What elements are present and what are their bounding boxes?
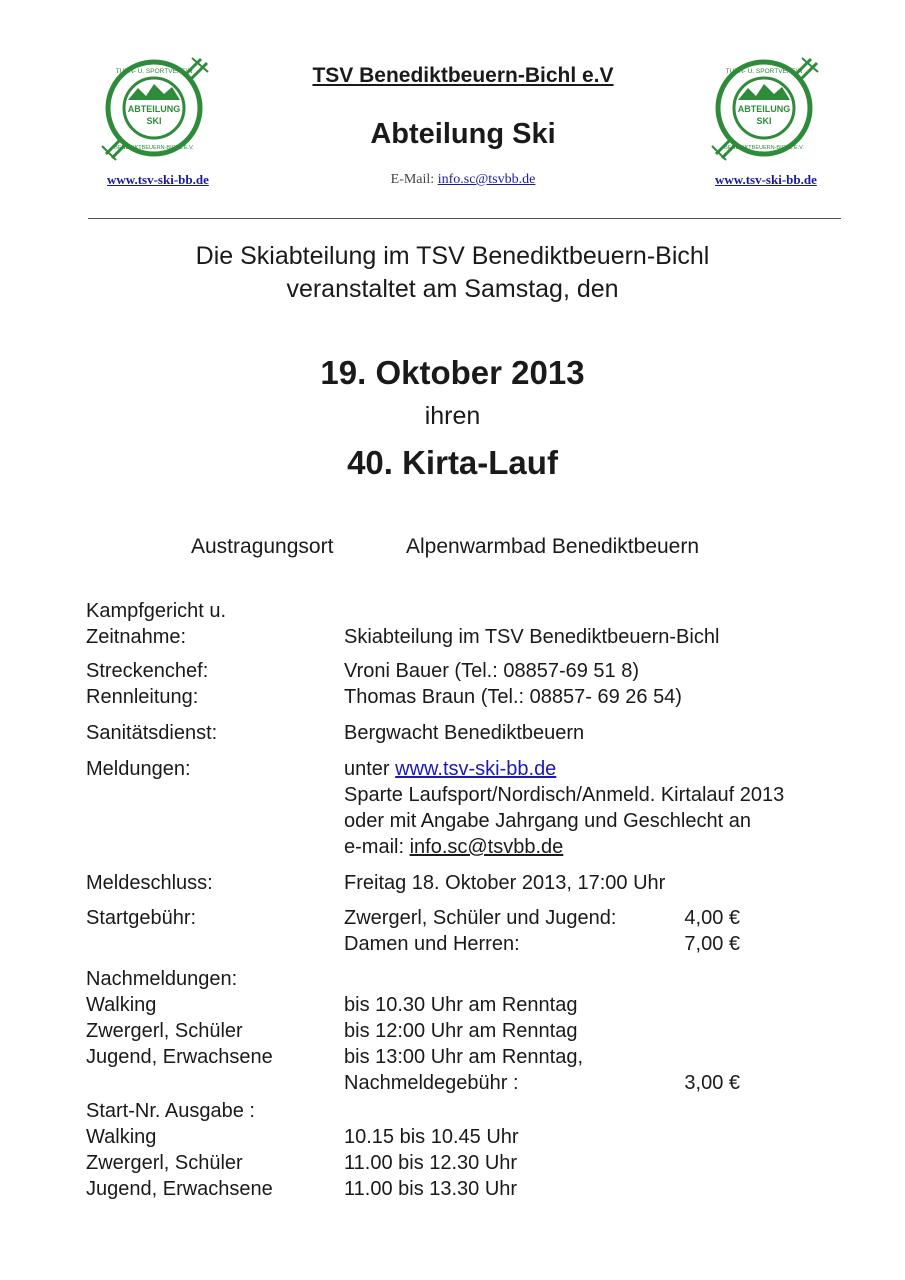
kampfgericht-label-1: Kampfgericht u.: [86, 600, 227, 622]
meldungen-email-link[interactable]: info.sc@tsvbb.de: [409, 836, 564, 858]
startnr-walking-value: 10.15 bis 10.45 Uhr: [344, 1126, 519, 1148]
meldungen-website-link[interactable]: www.tsv-ski-bb.de: [395, 758, 557, 780]
rennleitung-value: Thomas Braun (Tel.: 08857- 69 26 54): [344, 686, 682, 708]
kampfgericht-value: Skiabteilung im TSV Benediktbeuern-Bichl: [344, 626, 720, 648]
club-logo-left: [96, 54, 214, 162]
startgebuehr-row-2: Damen und Herren:: [344, 933, 520, 955]
header-email-line: [253, 172, 673, 188]
rennleitung-label: Rennleitung:: [86, 686, 199, 708]
nachmeldungen-jugend-value: bis 13:00 Uhr am Renntag,: [344, 1046, 584, 1068]
venue-value: Alpenwarmbad Benediktbeuern: [406, 535, 700, 558]
nachmeldegebuehr-amount: 3,00 €: [684, 1072, 740, 1094]
meldungen-line-3: oder mit Angabe Jahrgang und Geschlecht an: [344, 810, 751, 832]
event-ihren: ihren: [424, 402, 481, 430]
club-name: TSV Benediktbeuern-Bichl e.V: [312, 64, 614, 87]
event-date: 19. Oktober 2013: [320, 354, 585, 391]
startnr-walking-label: Walking: [86, 1126, 157, 1148]
startgebuehr-amount-1: 4,00 €: [684, 907, 740, 929]
startnr-jugend-value: 11.00 bis 13.30 Uhr: [344, 1178, 518, 1200]
club-logo-right: [706, 54, 824, 162]
sanitaetsdienst-label: Sanitätsdienst:: [86, 722, 218, 744]
header-divider: [88, 218, 841, 219]
startnr-jugend-label: Jugend, Erwachsene: [86, 1178, 273, 1200]
streckenchef-label: Streckenchef:: [86, 660, 209, 682]
logo-text-ski: SKI: [146, 116, 162, 126]
kampfgericht-label-2: Zeitnahme:: [86, 626, 187, 648]
logo-ring-bottom: BENEDIKTBEUERN-BICHL E.V.: [724, 145, 804, 151]
venue-label: Austragungsort: [191, 535, 334, 558]
nachmeldungen-jugend-label: Jugend, Erwachsene: [86, 1046, 273, 1068]
intro-line-1: Die Skiabteilung im TSV Benediktbeuern-Bichl: [195, 242, 710, 270]
nachmeldungen-zwergerl-label: Zwergerl, Schüler: [86, 1020, 243, 1042]
department-title: Abteilung Ski: [370, 118, 556, 150]
logo-ring-bottom: BENEDIKTBEUERN-BICHL E.V.: [114, 145, 194, 151]
header-email-link[interactable]: info.sc@tsvbb.de: [437, 172, 536, 187]
nachmeldungen-walking-value: bis 10.30 Uhr am Renntag: [344, 994, 578, 1016]
startnr-zwergerl-value: 11.00 bis 12.30 Uhr: [344, 1152, 518, 1174]
streckenchef-value: Vroni Bauer (Tel.: 08857-69 51 8): [344, 660, 639, 682]
right-website-link[interactable]: www.tsv-ski-bb.de: [715, 172, 817, 187]
meldungen-prefix: unter: [344, 758, 390, 780]
logo-text-ski: SKI: [756, 116, 772, 126]
nachmeldungen-zwergerl-value: bis 12:00 Uhr am Renntag: [344, 1020, 578, 1042]
meldungen-label: Meldungen:: [86, 758, 191, 780]
left-website-link[interactable]: www.tsv-ski-bb.de: [107, 172, 209, 187]
startgebuehr-row-1: Zwergerl, Schüler und Jugend:: [344, 907, 617, 929]
meldeschluss-label: Meldeschluss:: [86, 872, 213, 894]
nachmeldungen-walking-label: Walking: [86, 994, 157, 1016]
startgebuehr-amount-2: 7,00 €: [684, 933, 740, 955]
meldungen-line-4: [344, 834, 563, 860]
meldungen-line-1: [344, 756, 556, 782]
meldeschluss-value: Freitag 18. Oktober 2013, 17:00 Uhr: [344, 872, 666, 894]
startnr-label: Start-Nr. Ausgabe :: [86, 1100, 255, 1122]
sanitaetsdienst-value: Bergwacht Benediktbeuern: [344, 722, 585, 744]
meldungen-line-2: Sparte Laufsport/Nordisch/Anmeld. Kirtalauf 2013: [344, 784, 785, 806]
event-title: 40. Kirta-Lauf: [347, 444, 558, 481]
meldungen-email-prefix: e-mail:: [344, 836, 405, 858]
logo-ring-top: TURN- U. SPORTVEREIN: [115, 68, 193, 75]
intro-line-2: veranstaltet am Samstag, den: [286, 275, 619, 303]
logo-text-abteilung: ABTEILUNG: [737, 104, 791, 114]
startgebuehr-label: Startgebühr:: [86, 907, 197, 929]
nachmeldegebuehr-label: Nachmeldegebühr :: [344, 1072, 519, 1094]
startnr-zwergerl-label: Zwergerl, Schüler: [86, 1152, 243, 1174]
nachmeldungen-label: Nachmeldungen:: [86, 968, 238, 990]
email-label: E-Mail:: [390, 172, 435, 187]
logo-ring-top: TURN- U. SPORTVEREIN: [725, 68, 803, 75]
logo-text-abteilung: ABTEILUNG: [127, 104, 181, 114]
